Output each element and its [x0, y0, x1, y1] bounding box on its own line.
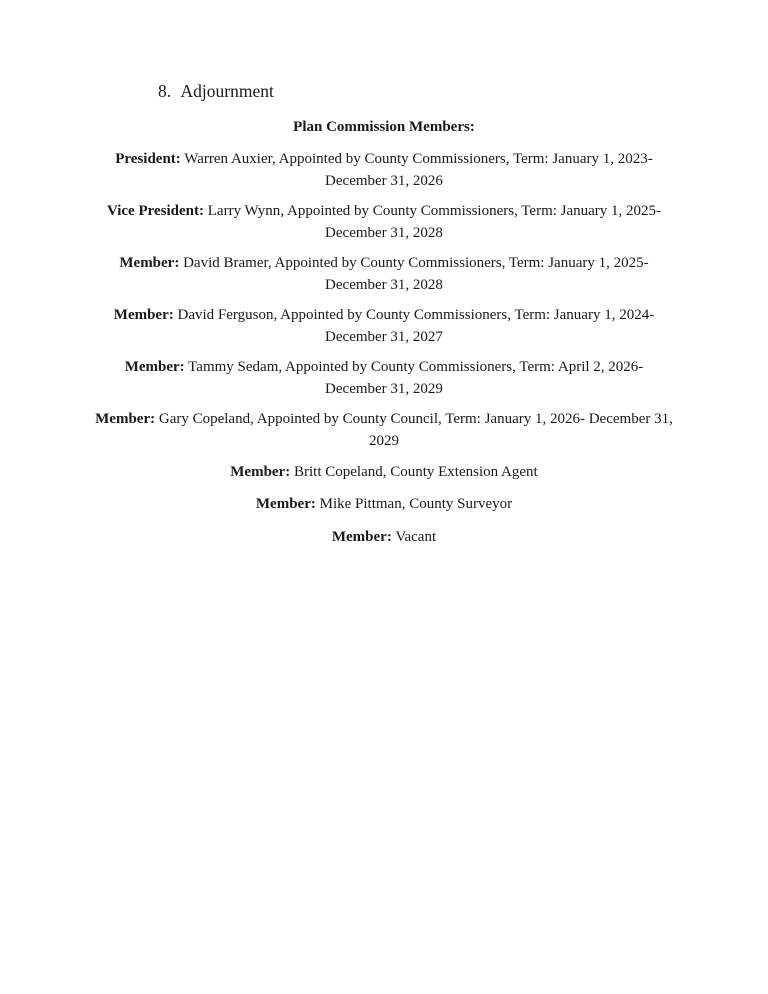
- member-entry-line: [60, 527, 708, 549]
- member-details: Larry Wynn, Appointed by County Commissioners, Term: January 1, 2025-: [207, 203, 662, 219]
- member-role: Member:: [119, 255, 180, 271]
- member-entry-vice-president: [60, 201, 708, 244]
- member-entry-line: [60, 305, 708, 327]
- member-details: David Ferguson, Appointed by County Commissioners, Term: January 1, 2024-: [177, 307, 655, 323]
- member-entry-line: [60, 149, 708, 171]
- member-role: Member:: [95, 411, 156, 427]
- member-term-end: 2029: [369, 432, 399, 449]
- member-entry-pittman: [60, 494, 708, 516]
- member-entry-gary-copeland: [60, 409, 708, 452]
- member-term-end: December 31, 2029: [325, 380, 443, 397]
- member-entry-britt-copeland: [60, 462, 708, 484]
- member-term-end: December 31, 2028: [325, 224, 443, 241]
- member-details: Britt Copeland, County Extension Agent: [293, 464, 538, 480]
- agenda-item-number: 8.: [158, 81, 172, 101]
- member-entry-line: [60, 253, 708, 275]
- member-role: Member:: [230, 464, 291, 480]
- member-entry-line: [60, 201, 708, 223]
- member-term-end: December 31, 2026: [325, 172, 443, 189]
- member-role: Member:: [124, 359, 185, 375]
- member-role: Member:: [255, 496, 316, 512]
- member-entry-line: [60, 494, 708, 516]
- member-details: Warren Auxier, Appointed by County Commissioners, Term: January 1, 2023-: [184, 151, 653, 167]
- member-entry-ferguson: [60, 305, 708, 348]
- agenda-item-title: Adjournment: [180, 81, 274, 101]
- plan-commission-heading: Plan Commission Members:: [293, 119, 475, 135]
- member-entry-bramer: [60, 253, 708, 296]
- member-term-end: December 31, 2028: [325, 276, 443, 293]
- member-details: David Bramer, Appointed by County Commissioners, Term: January 1, 2025-: [183, 255, 649, 271]
- member-term-end: December 31, 2027: [325, 328, 443, 345]
- member-role: Member:: [113, 307, 174, 323]
- member-details: Mike Pittman, County Surveyor: [319, 496, 513, 512]
- member-role: Vice President:: [106, 203, 205, 219]
- member-entry-line: [60, 357, 708, 379]
- member-role: President:: [115, 151, 181, 167]
- member-role: Member:: [331, 529, 392, 545]
- member-entry-line: [60, 409, 708, 431]
- member-details: Tammy Sedam, Appointed by County Commissioners, Term: April 2, 2026-: [188, 359, 644, 375]
- member-entry-vacant: [60, 527, 708, 549]
- member-details: Vacant: [395, 529, 437, 545]
- agenda-item-adjournment: [158, 80, 274, 102]
- member-entry-president: [60, 149, 708, 192]
- member-entry-line: [60, 462, 708, 484]
- member-entry-sedam: [60, 357, 708, 400]
- member-details: Gary Copeland, Appointed by County Council, Term: January 1, 2026- December 31,: [158, 411, 673, 427]
